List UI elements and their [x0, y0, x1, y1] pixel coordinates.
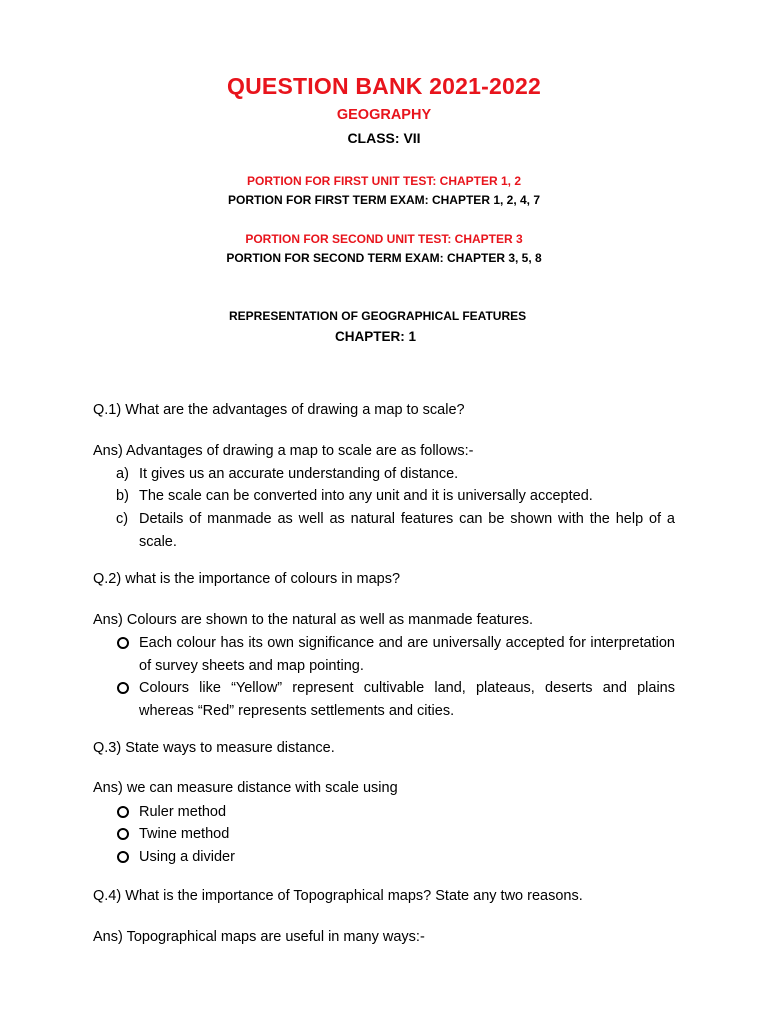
document-title: QUESTION BANK 2021-2022	[227, 73, 541, 99]
list-item	[116, 508, 675, 553]
circle-bullet-icon	[117, 637, 129, 649]
question-3: Q.3) State ways to measure distance.	[93, 740, 335, 756]
list-marker: a)	[116, 466, 129, 482]
list-item-text: Colours like “Yellow” represent cultivable land, plateaus, deserts and plains whereas “Red” represents settlements and cities.	[139, 680, 675, 719]
portion-first-term-exam: PORTION FOR FIRST TERM EXAM: CHAPTER 1, 2, 4, 7	[227, 193, 541, 207]
circle-bullet-icon	[117, 828, 129, 840]
list-item-text: Twine method	[139, 826, 230, 842]
answer-1: Ans) Advantages of drawing a map to scale are as follows:-	[93, 443, 474, 459]
list-marker: c)	[116, 511, 129, 527]
list-item-text: Details of manmade as well as natural features can be shown with the help of a scale.	[139, 511, 675, 550]
list-item	[116, 632, 675, 677]
circle-bullet-icon	[117, 682, 129, 694]
question-1: Q.1) What are the advantages of drawing a map to scale?	[93, 402, 465, 418]
list-marker: b)	[116, 488, 129, 504]
answer-3: Ans) we can measure distance with scale using	[93, 780, 398, 796]
list-item-text: The scale can be converted into any unit and it is universally accepted.	[139, 488, 593, 504]
list-item-text: Ruler method	[139, 804, 227, 820]
list-item-text: Each colour has its own significance and are universally accepted for interpretation of survey sheets and map pointing.	[139, 635, 675, 674]
class-heading: CLASS: VII	[347, 130, 421, 146]
list-item	[116, 485, 675, 508]
list-item	[116, 846, 675, 869]
answer-4: Ans) Topographical maps are useful in many ways:-	[93, 929, 425, 945]
question-4: Q.4) What is the importance of Topographical maps? State any two reasons.	[93, 888, 583, 904]
list-item	[116, 463, 675, 486]
chapter-number: CHAPTER: 1	[335, 329, 417, 344]
answer-2: Ans) Colours are shown to the natural as well as manmade features.	[93, 612, 534, 628]
list-item	[116, 823, 675, 846]
list-item	[116, 801, 675, 824]
list-item	[116, 677, 675, 722]
circle-bullet-icon	[117, 806, 129, 818]
portion-second-unit-test: PORTION FOR SECOND UNIT TEST: CHAPTER 3	[245, 232, 523, 246]
portion-second-term-exam: PORTION FOR SECOND TERM EXAM: CHAPTER 3, 5, 8	[226, 251, 542, 265]
portion-first-unit-test: PORTION FOR FIRST UNIT TEST: CHAPTER 1, 2	[246, 174, 521, 188]
chapter-title: REPRESENTATION OF GEOGRAPHICAL FEATURES	[229, 309, 527, 323]
list-item-text: It gives us an accurate understanding of distance.	[139, 466, 459, 482]
list-item-text: Using a divider	[139, 849, 235, 865]
question-2: Q.2) what is the importance of colours in maps?	[93, 571, 401, 587]
subject-heading: GEOGRAPHY	[336, 107, 432, 123]
circle-bullet-icon	[117, 851, 129, 863]
